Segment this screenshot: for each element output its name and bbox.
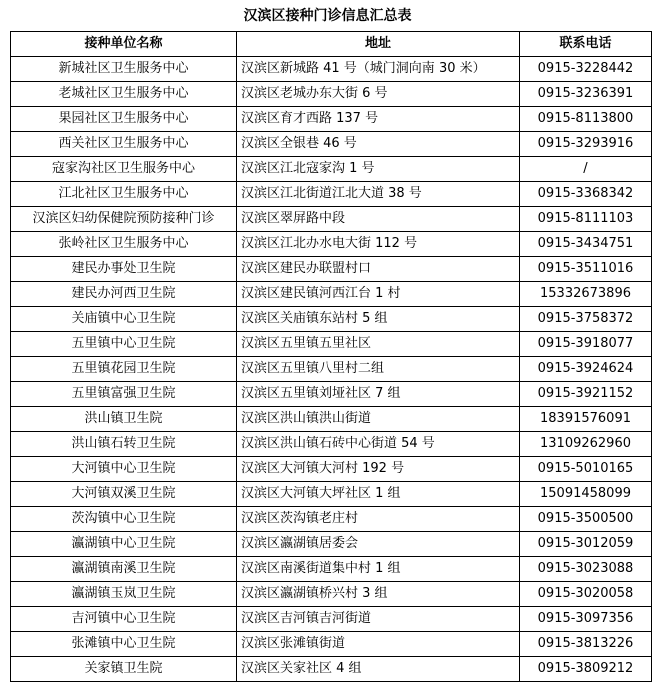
table-row	[11, 182, 652, 207]
table-row	[11, 207, 652, 232]
table-row	[11, 257, 652, 282]
address-cell: 汉滨区张滩镇街道	[237, 632, 520, 657]
phone-cell: 0915-3023088	[520, 557, 652, 582]
phone-cell: 0915-3924624	[520, 357, 652, 382]
header-unit-name: 接种单位名称	[11, 32, 237, 57]
table-row	[11, 282, 652, 307]
address-cell: 汉滨区吉河镇吉河街道	[237, 607, 520, 632]
phone-cell: 0915-8113800	[520, 107, 652, 132]
table-row	[11, 582, 652, 607]
clinic-summary-table	[10, 31, 652, 682]
unit-name-cell: 汉滨区妇幼保健院预防接种门诊	[11, 207, 237, 232]
phone-cell: 18391576091	[520, 407, 652, 432]
phone-cell: 0915-3228442	[520, 57, 652, 82]
unit-name-cell: 茨沟镇中心卫生院	[11, 507, 237, 532]
table-row	[11, 407, 652, 432]
address-cell: 汉滨区建民办联盟村口	[237, 257, 520, 282]
unit-name-cell: 五里镇中心卫生院	[11, 332, 237, 357]
table-row	[11, 482, 652, 507]
phone-cell: 0915-3500500	[520, 507, 652, 532]
phone-cell: 15091458099	[520, 482, 652, 507]
table-row	[11, 307, 652, 332]
table-row	[11, 532, 652, 557]
address-cell: 汉滨区关庙镇东站村 5 组	[237, 307, 520, 332]
unit-name-cell: 江北社区卫生服务中心	[11, 182, 237, 207]
address-cell: 汉滨区育才西路 137 号	[237, 107, 520, 132]
address-cell: 汉滨区茨沟镇老庄村	[237, 507, 520, 532]
table-row	[11, 82, 652, 107]
address-cell: 汉滨区江北街道江北大道 38 号	[237, 182, 520, 207]
table-row	[11, 132, 652, 157]
address-cell: 汉滨区瀛湖镇居委会	[237, 532, 520, 557]
unit-name-cell: 瀛湖镇玉岚卫生院	[11, 582, 237, 607]
unit-name-cell: 瀛湖镇南溪卫生院	[11, 557, 237, 582]
unit-name-cell: 张滩镇中心卫生院	[11, 632, 237, 657]
table-row	[11, 632, 652, 657]
table-row	[11, 657, 652, 682]
table-row	[11, 157, 652, 182]
unit-name-cell: 建民办事处卫生院	[11, 257, 237, 282]
address-cell: 汉滨区江北寇家沟 1 号	[237, 157, 520, 182]
phone-cell: 0915-3511016	[520, 257, 652, 282]
unit-name-cell: 洪山镇卫生院	[11, 407, 237, 432]
unit-name-cell: 新城社区卫生服务中心	[11, 57, 237, 82]
unit-name-cell: 瀛湖镇中心卫生院	[11, 532, 237, 557]
address-cell: 汉滨区五里镇刘垭社区 7 组	[237, 382, 520, 407]
unit-name-cell: 吉河镇中心卫生院	[11, 607, 237, 632]
table-row	[11, 457, 652, 482]
table-row	[11, 382, 652, 407]
phone-cell: 0915-3012059	[520, 532, 652, 557]
unit-name-cell: 关庙镇中心卫生院	[11, 307, 237, 332]
phone-cell: 0915-3097356	[520, 607, 652, 632]
table-row	[11, 232, 652, 257]
header-phone: 联系电话	[520, 32, 652, 57]
address-cell: 汉滨区江北办水电大街 112 号	[237, 232, 520, 257]
unit-name-cell: 建民办河西卫生院	[11, 282, 237, 307]
unit-name-cell: 大河镇中心卫生院	[11, 457, 237, 482]
table-row	[11, 107, 652, 132]
table-row	[11, 57, 652, 82]
unit-name-cell: 老城社区卫生服务中心	[11, 82, 237, 107]
address-cell: 汉滨区建民镇河西江台 1 村	[237, 282, 520, 307]
address-cell: 汉滨区洪山镇石砖中心街道 54 号	[237, 432, 520, 457]
table-row	[11, 332, 652, 357]
address-cell: 汉滨区新城路 41 号（城门洞向南 30 米）	[237, 57, 520, 82]
phone-cell: 15332673896	[520, 282, 652, 307]
phone-cell: 0915-3758372	[520, 307, 652, 332]
table-row	[11, 557, 652, 582]
unit-name-cell: 西关社区卫生服务中心	[11, 132, 237, 157]
address-cell: 汉滨区关家社区 4 组	[237, 657, 520, 682]
phone-cell: 0915-3809212	[520, 657, 652, 682]
unit-name-cell: 关家镇卫生院	[11, 657, 237, 682]
unit-name-cell: 五里镇富强卫生院	[11, 382, 237, 407]
phone-cell: 0915-3236391	[520, 82, 652, 107]
address-cell: 汉滨区大河镇大坪社区 1 组	[237, 482, 520, 507]
table-header-row	[11, 32, 652, 57]
table-body	[11, 57, 652, 682]
table-row	[11, 432, 652, 457]
phone-cell: 0915-3921152	[520, 382, 652, 407]
unit-name-cell: 大河镇双溪卫生院	[11, 482, 237, 507]
phone-cell: 0915-3813226	[520, 632, 652, 657]
address-cell: 汉滨区南溪街道集中村 1 组	[237, 557, 520, 582]
table-row	[11, 607, 652, 632]
address-cell: 汉滨区洪山镇洪山街道	[237, 407, 520, 432]
phone-cell: 0915-3368342	[520, 182, 652, 207]
phone-cell: 0915-8111103	[520, 207, 652, 232]
table-row	[11, 357, 652, 382]
phone-cell: 0915-3918077	[520, 332, 652, 357]
unit-name-cell: 寇家沟社区卫生服务中心	[11, 157, 237, 182]
document-title: 汉滨区接种门诊信息汇总表	[243, 8, 412, 24]
phone-cell: /	[520, 157, 652, 182]
address-cell: 汉滨区五里镇五里社区	[237, 332, 520, 357]
table-row	[11, 507, 652, 532]
address-cell: 汉滨区翠屏路中段	[237, 207, 520, 232]
address-cell: 汉滨区全银巷 46 号	[237, 132, 520, 157]
phone-cell: 0915-3020058	[520, 582, 652, 607]
phone-cell: 13109262960	[520, 432, 652, 457]
unit-name-cell: 张岭社区卫生服务中心	[11, 232, 237, 257]
phone-cell: 0915-3293916	[520, 132, 652, 157]
phone-cell: 0915-3434751	[520, 232, 652, 257]
unit-name-cell: 果园社区卫生服务中心	[11, 107, 237, 132]
address-cell: 汉滨区大河镇大河村 192 号	[237, 457, 520, 482]
address-cell: 汉滨区老城办东大街 6 号	[237, 82, 520, 107]
unit-name-cell: 洪山镇石转卫生院	[11, 432, 237, 457]
header-address: 地址	[237, 32, 520, 57]
address-cell: 汉滨区五里镇八里村二组	[237, 357, 520, 382]
unit-name-cell: 五里镇花园卫生院	[11, 357, 237, 382]
phone-cell: 0915-5010165	[520, 457, 652, 482]
address-cell: 汉滨区瀛湖镇桥兴村 3 组	[237, 582, 520, 607]
